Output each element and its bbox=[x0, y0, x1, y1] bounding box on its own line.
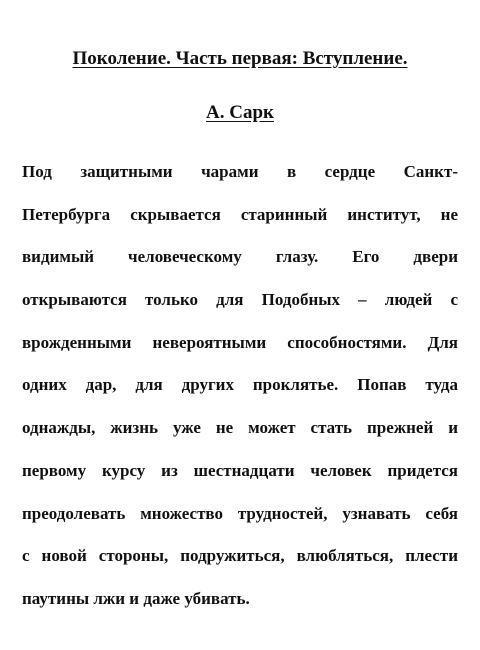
paragraph-line: Под защитными чарами в сердце Санкт- bbox=[22, 162, 458, 181]
document-author bbox=[0, 100, 480, 126]
paragraph-line: первому курсу из шестнадцати человек придется bbox=[22, 460, 458, 480]
paragraph-line: с новой стороны, подружиться, влюбляться, плести bbox=[22, 546, 458, 566]
paragraph-line: видимый человеческому глазу. Его двери bbox=[22, 247, 458, 267]
paragraph-line: Петербурга скрывается старинный институт, не bbox=[22, 204, 458, 224]
paragraph-line: врожденными невероятными способностями. Для bbox=[22, 332, 458, 352]
paragraph-line: открываются только для Подобных – людей с bbox=[22, 290, 458, 310]
paragraph-line: преодолевать множество трудностей, узнавать себя bbox=[22, 503, 458, 523]
paragraph-line: однажды, жизнь уже не может стать прежней и bbox=[22, 418, 458, 438]
document-title-text: Поколение. Часть первая: Вступление. bbox=[72, 48, 408, 69]
paragraph-line: одних дар, для других проклятье. Попав туда bbox=[22, 375, 458, 395]
document-author-text: А. Сарк bbox=[206, 102, 274, 123]
synopsis-paragraph bbox=[22, 151, 458, 621]
document-title bbox=[0, 46, 480, 72]
paragraph-line: паутины лжи и даже убивать. bbox=[22, 588, 250, 608]
